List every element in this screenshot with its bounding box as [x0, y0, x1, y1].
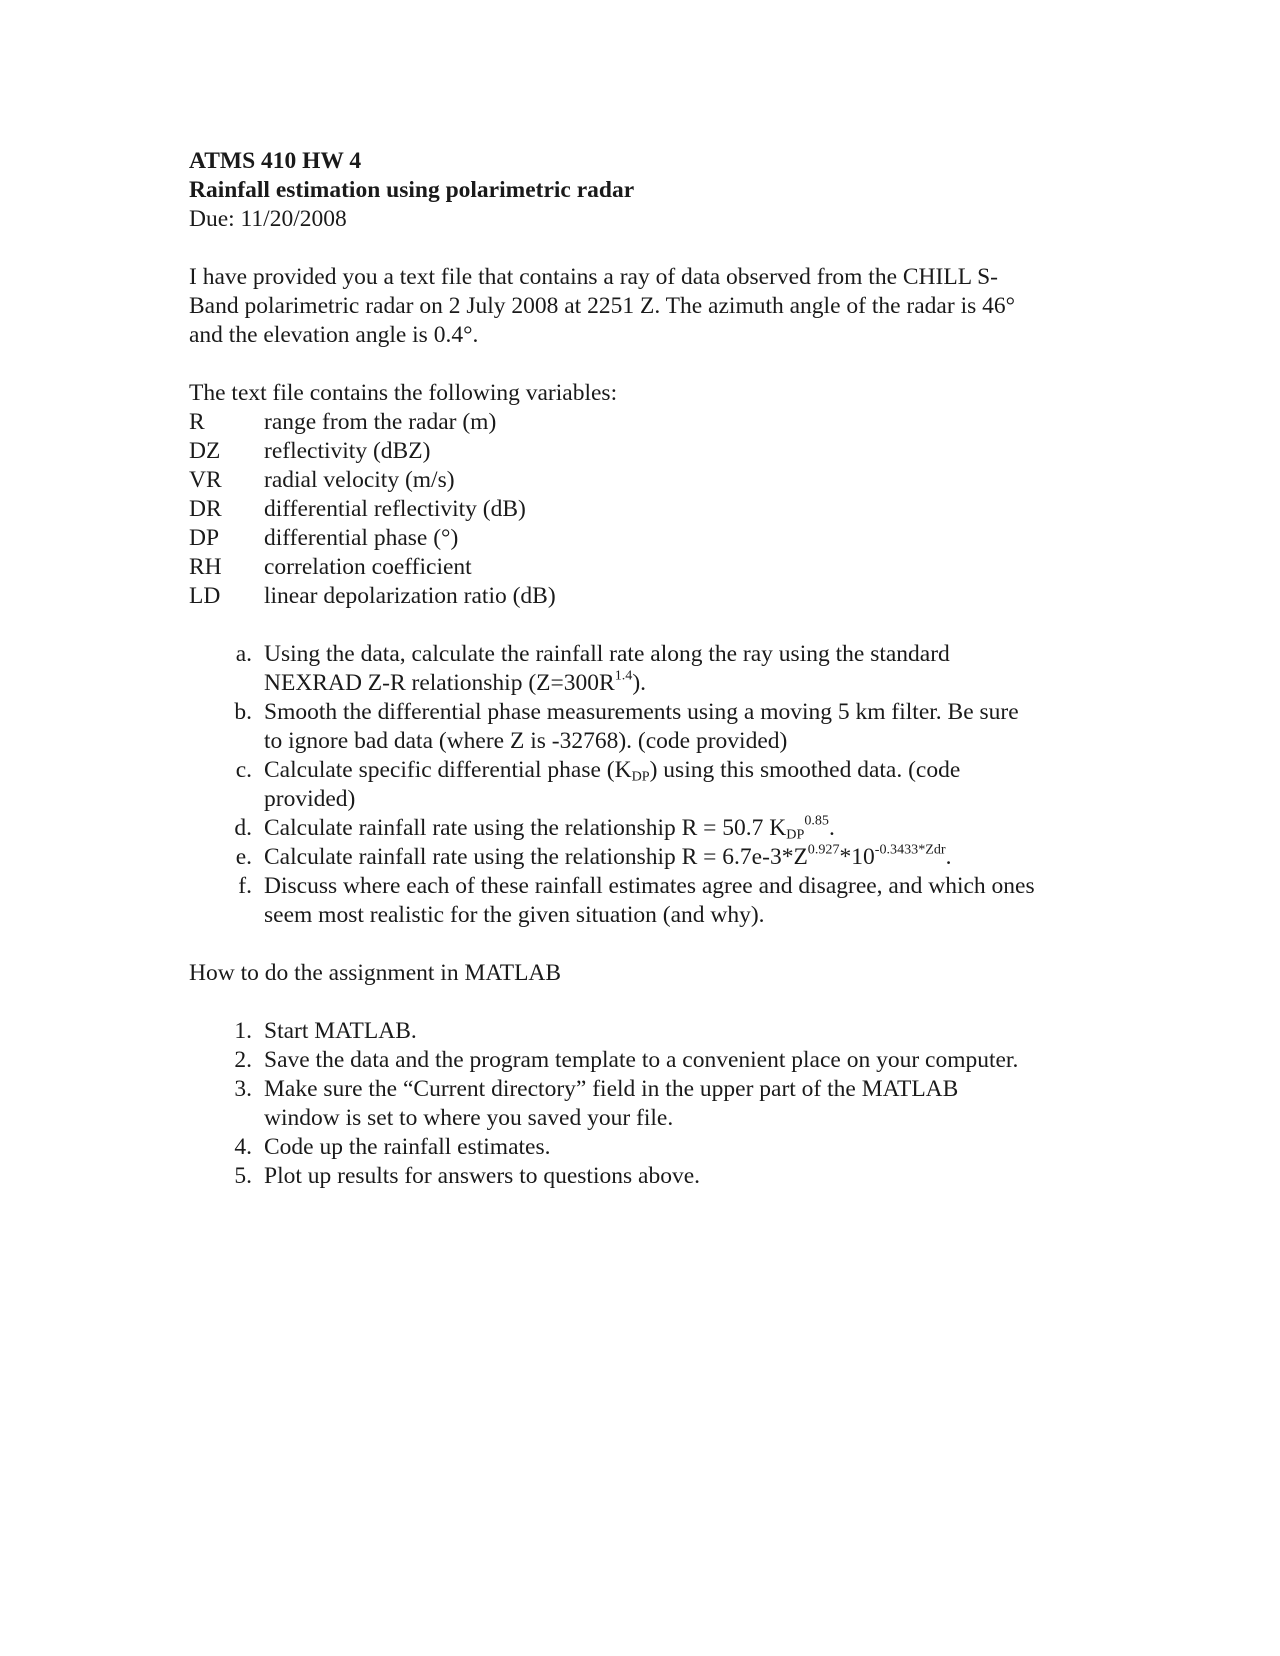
variables-heading: The text file contains the following variables:	[189, 380, 618, 406]
task-e: e. Calculate rainfall rate using the relationship $R = 6.7e-3*Z^{0.927}*10^{-0.3433*Zdr}$.	[235, 841, 952, 870]
variable-code: RH	[189, 554, 222, 580]
task-b: b. Smooth the differential phase measurements using a moving 5 km filter. Be sure to ignore bad data (where Z is -32768). (code provided)	[234, 699, 1019, 754]
variables-list	[189, 408, 1089, 611]
assignment-title: Rainfall estimation using polarimetric radar	[189, 177, 635, 203]
variable-desc: linear depolarization ratio (dB)	[264, 583, 556, 609]
variable-code: VR	[189, 467, 222, 493]
howto-step: 2. Save the data and the program template to a convenient place on your computer.	[234, 1047, 1019, 1073]
task-c: c. Calculate specific differential phase $(K_{DP})$ using this smoothed data. (code provided)	[235, 757, 961, 812]
variable-desc: differential phase (°)	[264, 525, 459, 551]
intro-paragraph: I have provided you a text file that contains a ray of data observed from the CHILL S- Band polarimetric radar on 2 July 2008 at 2251 Z. The azimuth angle of the radar is 46° and the elevation angle is 0.4°.	[189, 264, 1016, 348]
howto-step: 3. Make sure the “Current directory” field in the upper part of the MATLAB window is set to where you saved your file.	[234, 1076, 959, 1131]
variable-desc: reflectivity (dBZ)	[264, 438, 431, 464]
variable-code: R	[189, 409, 205, 435]
due-date: Due: 11/20/2008	[189, 206, 347, 232]
variable-desc: correlation coefficient	[264, 554, 472, 580]
variable-code: DR	[189, 496, 222, 522]
variable-desc: radial velocity (m/s)	[264, 467, 455, 493]
variable-desc: range from the radar (m)	[264, 409, 497, 435]
task-d: d. Calculate rainfall rate using the relationship R = 50.7 $K_{DP}^{0.85}$.	[234, 812, 835, 843]
task-f: f. Discuss where each of these rainfall estimates agree and disagree, and which ones seem most realistic for the given situation (and why).	[238, 873, 1035, 928]
task-a: a. Using the data, calculate the rainfall rate along the ray using the standard NEXRAD Z-R relationship $(Z=300R^{1.4})$.	[235, 641, 950, 696]
variable-code: DZ	[189, 438, 221, 464]
howto-heading: How to do the assignment in MATLAB	[189, 960, 562, 986]
howto-step: 4. Code up the rainfall estimates.	[234, 1134, 551, 1160]
document-page	[189, 147, 1089, 1191]
variable-desc: differential reflectivity (dB)	[264, 496, 526, 522]
howto-step: 5. Plot up results for answers to questions above.	[234, 1163, 701, 1189]
variable-code: DP	[189, 525, 220, 551]
howto-steps	[213, 1017, 1089, 1191]
howto-step: 1. Start MATLAB.	[234, 1018, 417, 1044]
variable-code: LD	[189, 583, 221, 609]
task-list	[213, 640, 1089, 930]
course-title: ATMS 410 HW 4	[189, 148, 362, 174]
